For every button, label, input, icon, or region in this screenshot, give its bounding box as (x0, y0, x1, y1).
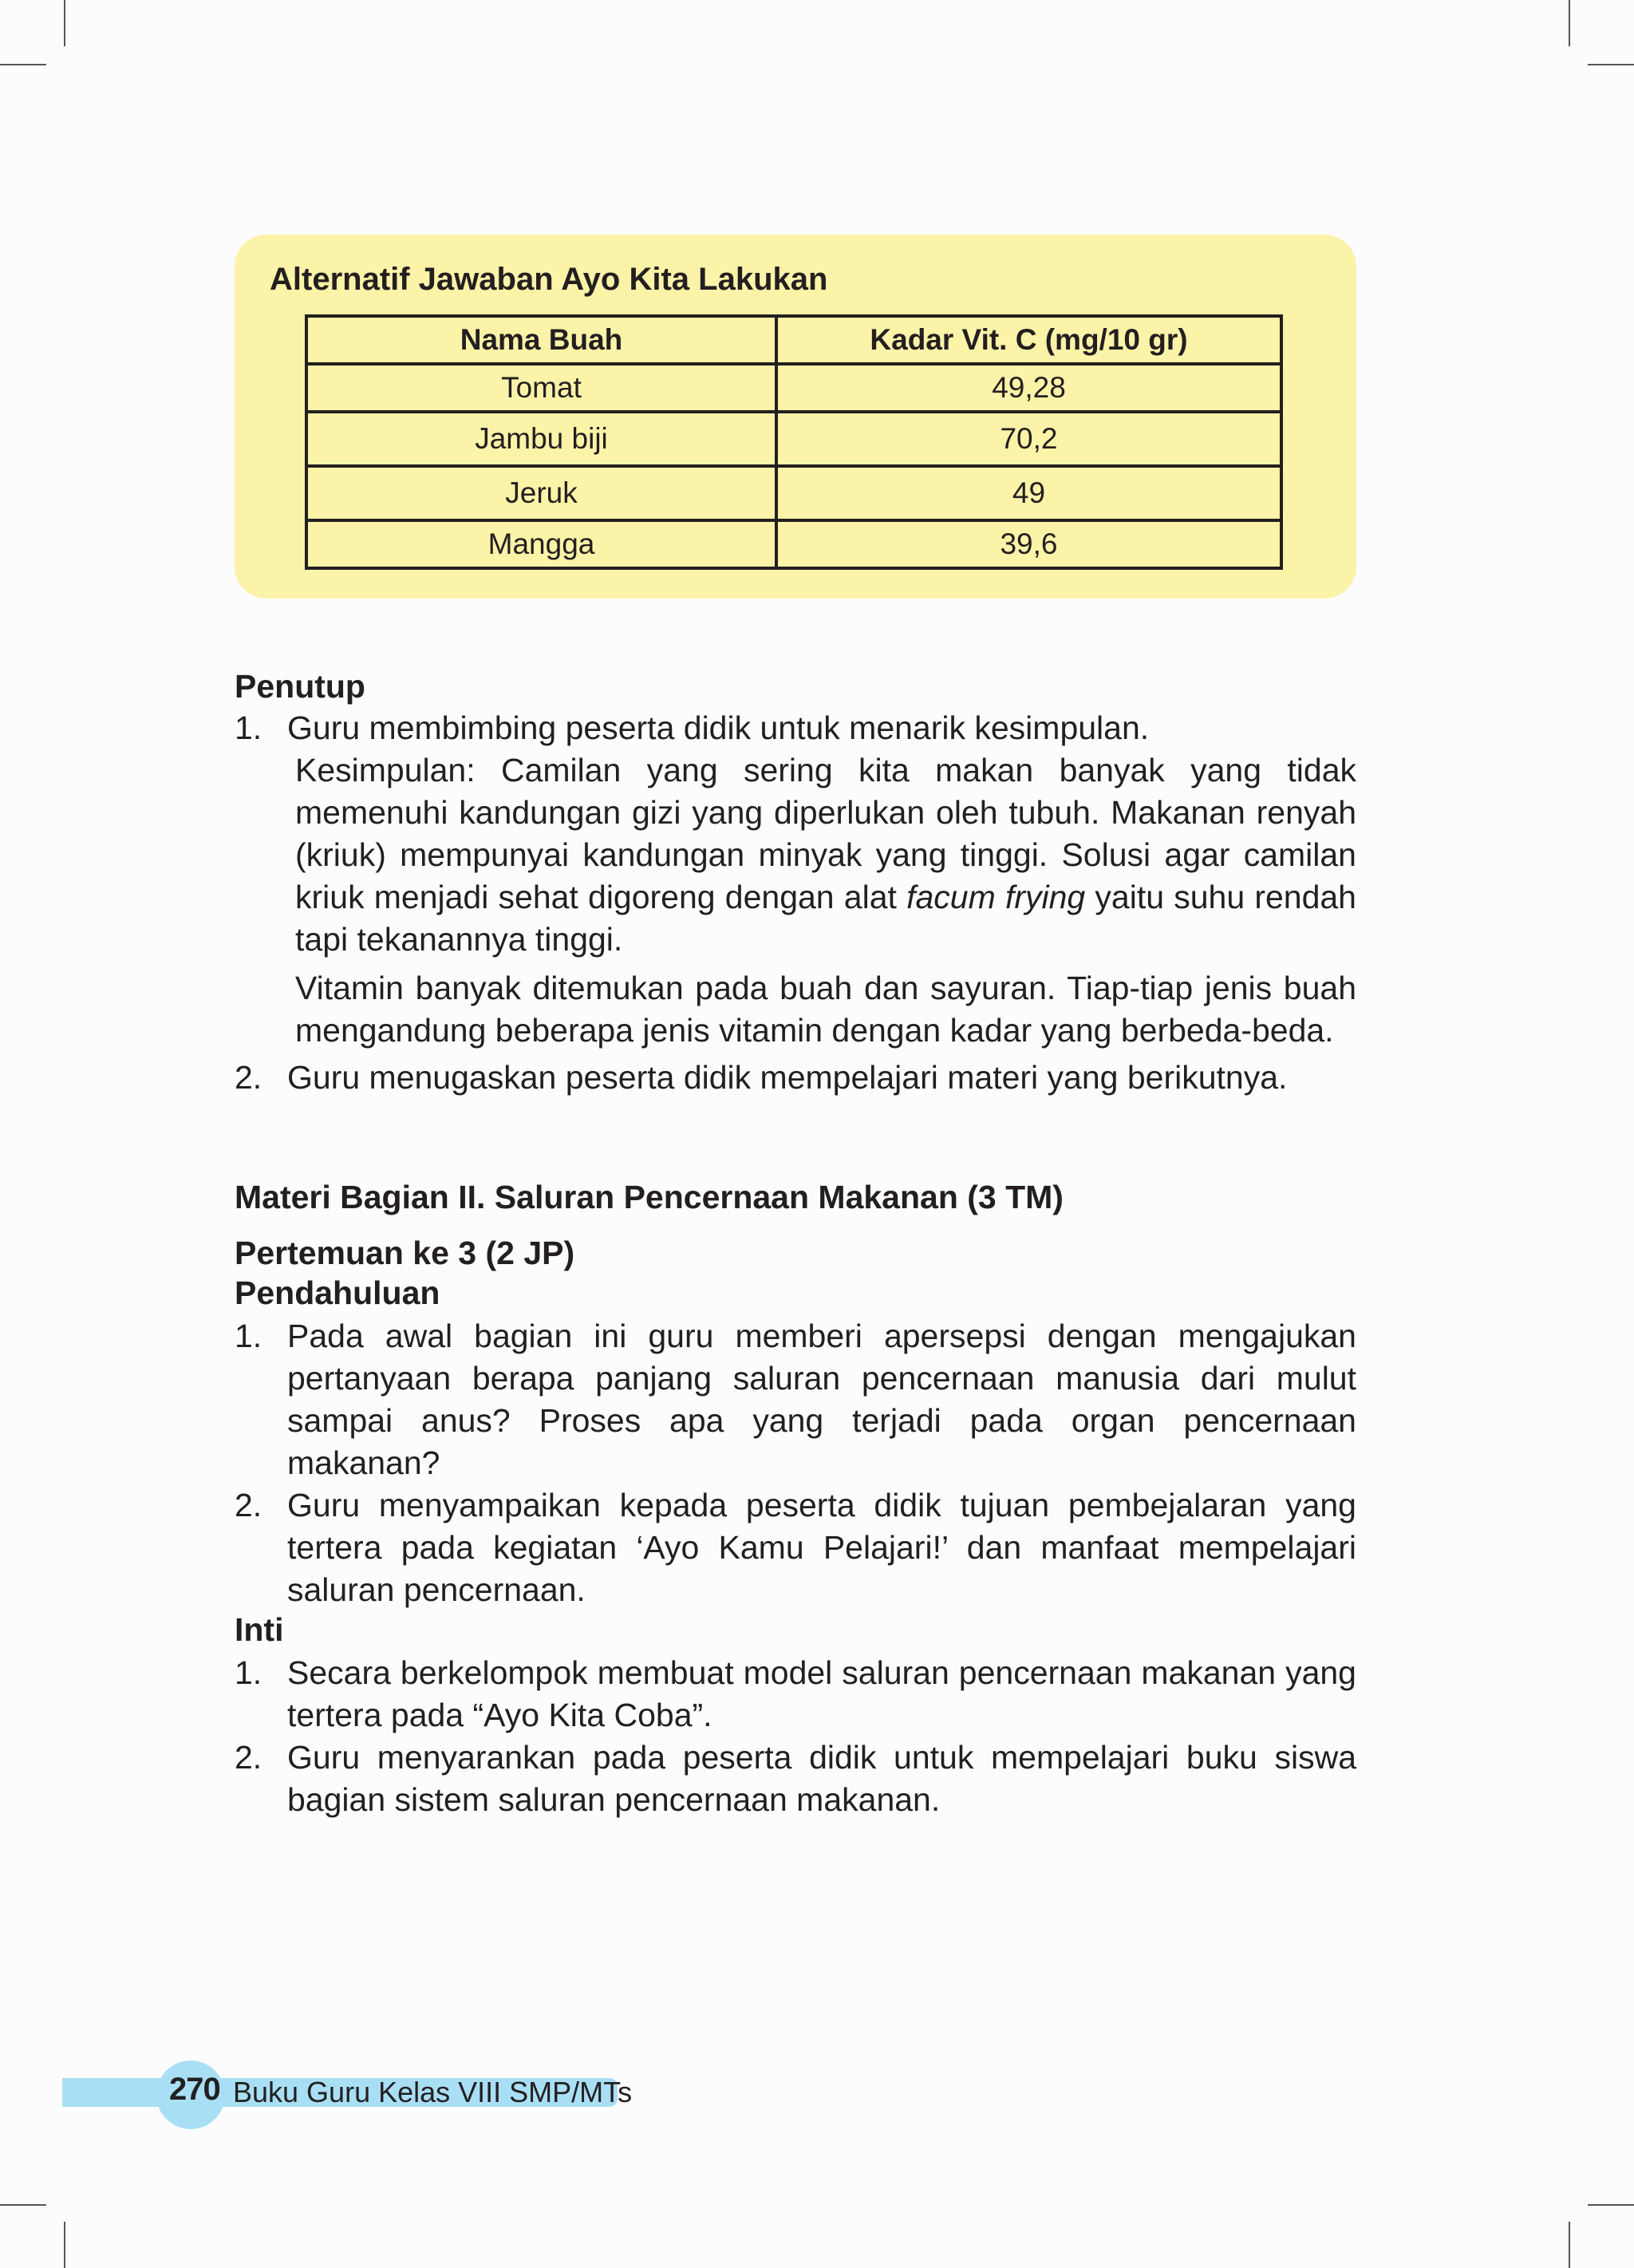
table-row (306, 466, 1281, 520)
table-row (306, 412, 1281, 466)
list-item (235, 1484, 1356, 1611)
crop-mark (0, 2204, 46, 2206)
list-number: 1. (235, 709, 262, 746)
answer-box-title: Alternatif Jawaban Ayo Kita Lakukan (270, 262, 828, 297)
crop-mark (1588, 64, 1634, 65)
penutup-section (235, 707, 1356, 1099)
pendahuluan-heading: Pendahuluan (235, 1274, 440, 1311)
inti-heading: Inti (235, 1611, 284, 1648)
vitamin-paragraph: Vitamin banyak ditemukan pada buah dan sayuran. Tiap-tiap jenis buah mengandung beberapa jenis vitamin dengan kadar yang berbeda-beda. (295, 970, 1356, 1049)
table-header-row (306, 316, 1281, 364)
penutup-heading: Penutup (235, 668, 365, 705)
kesimpulan-text: Kesimpulan: Camilan yang sering kita makan banyak yang tidak memenuhi kandungan gizi yang diperlukan oleh tubuh. Makanan renyah (kriuk) mempunyai kandungan minyak yang tinggi. Solusi agar camilan kriuk menjadi sehat digoreng dengan alat (295, 752, 1356, 915)
table-row (306, 520, 1281, 568)
list-text: Guru menyarankan pada peserta didik untuk mempelajari buku siswa bagian sistem saluran pencernaan makanan. (287, 1739, 1356, 1818)
crop-mark (64, 0, 65, 46)
list-text: Secara berkelompok membuat model saluran pencernaan makanan yang tertera pada “Ayo Kita Coba”. (287, 1654, 1356, 1733)
list-item (235, 1315, 1356, 1484)
vitc-cell: 49,28 (776, 364, 1281, 412)
list-text: Guru menyampaikan kepada peserta didik tujuan pembejalaran yang tertera pada kegiatan ‘Ayo Kamu Pelajari!’ dan manfaat mempelajari saluran pencernaan. (287, 1487, 1356, 1608)
column-header-fruit: Nama Buah (306, 316, 776, 364)
crop-mark (1569, 2222, 1570, 2268)
vitamin-c-table (305, 314, 1283, 570)
list-number: 2. (235, 1487, 262, 1523)
footer-book-title: Buku Guru Kelas VIII SMP/MTs (233, 2076, 633, 2108)
kesimpulan-text-end: yaitu suhu rendah tapi tekanannya tinggi. (295, 879, 1356, 958)
list-text: Pada awal bagian ini guru memberi apersepsi dengan mengajukan pertanyaan berapa panjang saluran pencernaan manusia dari mulut sampai anus? Proses apa yang terjadi pada organ pencernaan makanan? (287, 1318, 1356, 1481)
facum-frying-term: facum frying (906, 879, 1086, 915)
vitc-cell: 49 (776, 466, 1281, 520)
list-item (235, 1652, 1356, 1737)
column-header-vitc: Kadar Vit. C (mg/10 gr) (776, 316, 1281, 364)
list-text: Guru menugaskan peserta didik mempelajari materi yang berikutnya. (287, 1059, 1288, 1096)
materi-heading: Materi Bagian II. Saluran Pencernaan Makanan (3 TM) (235, 1179, 1064, 1215)
list-item (235, 1737, 1356, 1821)
kesimpulan-paragraph (235, 749, 1356, 961)
inti-list (235, 1652, 1356, 1821)
list-number: 1. (235, 1318, 262, 1354)
pertemuan-heading: Pertemuan ke 3 (2 JP) (235, 1235, 575, 1271)
pendahuluan-list (235, 1315, 1356, 1611)
answer-box (235, 235, 1356, 599)
fruit-cell: Tomat (306, 364, 776, 412)
fruit-cell: Jambu biji (306, 412, 776, 466)
list-number: 2. (235, 1739, 262, 1776)
list-item (235, 707, 1356, 749)
list-number: 1. (235, 1654, 262, 1691)
list-item (235, 1057, 1356, 1099)
crop-mark (0, 64, 46, 65)
vitc-cell: 39,6 (776, 520, 1281, 568)
vitc-cell: 70,2 (776, 412, 1281, 466)
page-number: 270 (169, 2072, 220, 2107)
list-text: Guru membimbing peserta didik untuk menarik kesimpulan. (287, 709, 1150, 746)
crop-mark (1569, 0, 1570, 46)
fruit-cell: Jeruk (306, 466, 776, 520)
crop-mark (64, 2222, 65, 2268)
fruit-cell: Mangga (306, 520, 776, 568)
table-row (306, 364, 1281, 412)
crop-mark (1588, 2204, 1634, 2206)
list-number: 2. (235, 1059, 262, 1096)
